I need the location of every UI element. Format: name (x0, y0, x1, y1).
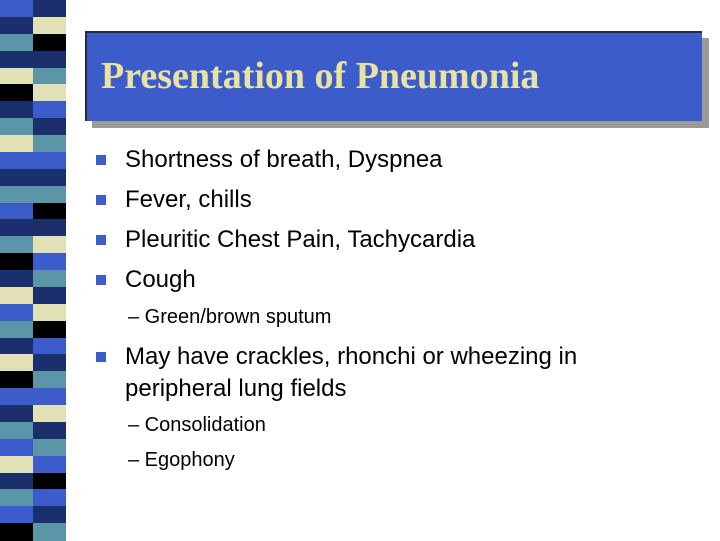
stripe-segment (0, 489, 66, 506)
stripe-segment (0, 338, 66, 355)
bullet-fever: Fever, chills (125, 186, 252, 213)
slide-title: Presentation of Pneumonia (101, 55, 540, 97)
stripe-segment (0, 321, 66, 338)
stripe-segment (0, 473, 66, 490)
stripe-segment (0, 135, 66, 152)
bullet-lung-sounds-line1: May have crackles, rhonchi or wheezing in (125, 343, 578, 370)
stripe-segment (0, 422, 66, 439)
stripe-segment (0, 152, 66, 169)
stripe-segment (0, 388, 66, 405)
bullet-shortness-of-breath: Shortness of breath, Dyspnea (125, 146, 443, 173)
stripe-segment (0, 354, 66, 371)
stripe-segment (0, 287, 66, 304)
stripe-segment (0, 203, 66, 220)
stripe-segment (0, 456, 66, 473)
stripe-segment (0, 270, 66, 287)
stripe-segment (0, 51, 66, 68)
stripe-segment (0, 101, 66, 118)
stripe-segment (0, 439, 66, 456)
bullet-lung-sounds-line2: peripheral lung fields (125, 375, 347, 402)
stripe-segment (0, 304, 66, 321)
stripe-segment (0, 118, 66, 135)
stripe-segment (0, 405, 66, 422)
stripe-segment (0, 84, 66, 101)
stripe-segment (0, 0, 66, 17)
title-box (85, 31, 702, 121)
stripe-segment (0, 506, 66, 523)
stripe-segment (0, 236, 66, 253)
sub-bullet-egophony: – Egophony (128, 449, 235, 471)
bullet-cough: Cough (125, 266, 196, 293)
decorative-stripe (0, 0, 66, 540)
bullet-marker (96, 352, 106, 362)
stripe-segment (0, 68, 66, 85)
stripe-segment (0, 219, 66, 236)
stripe-segment (0, 34, 66, 51)
stripe-segment (0, 523, 66, 540)
stripe-segment (0, 186, 66, 203)
stripe-segment (0, 169, 66, 186)
sub-bullet-consolidation: – Consolidation (128, 414, 266, 436)
bullet-marker (96, 235, 106, 245)
sub-bullet-sputum: – Green/brown sputum (128, 306, 332, 328)
bullet-marker (96, 275, 106, 285)
stripe-segment (0, 371, 66, 388)
bullet-chest-pain: Pleuritic Chest Pain, Tachycardia (125, 226, 476, 253)
bullet-marker (96, 195, 106, 205)
stripe-segment (0, 17, 66, 34)
bullet-marker (96, 155, 106, 165)
stripe-segment (0, 253, 66, 270)
